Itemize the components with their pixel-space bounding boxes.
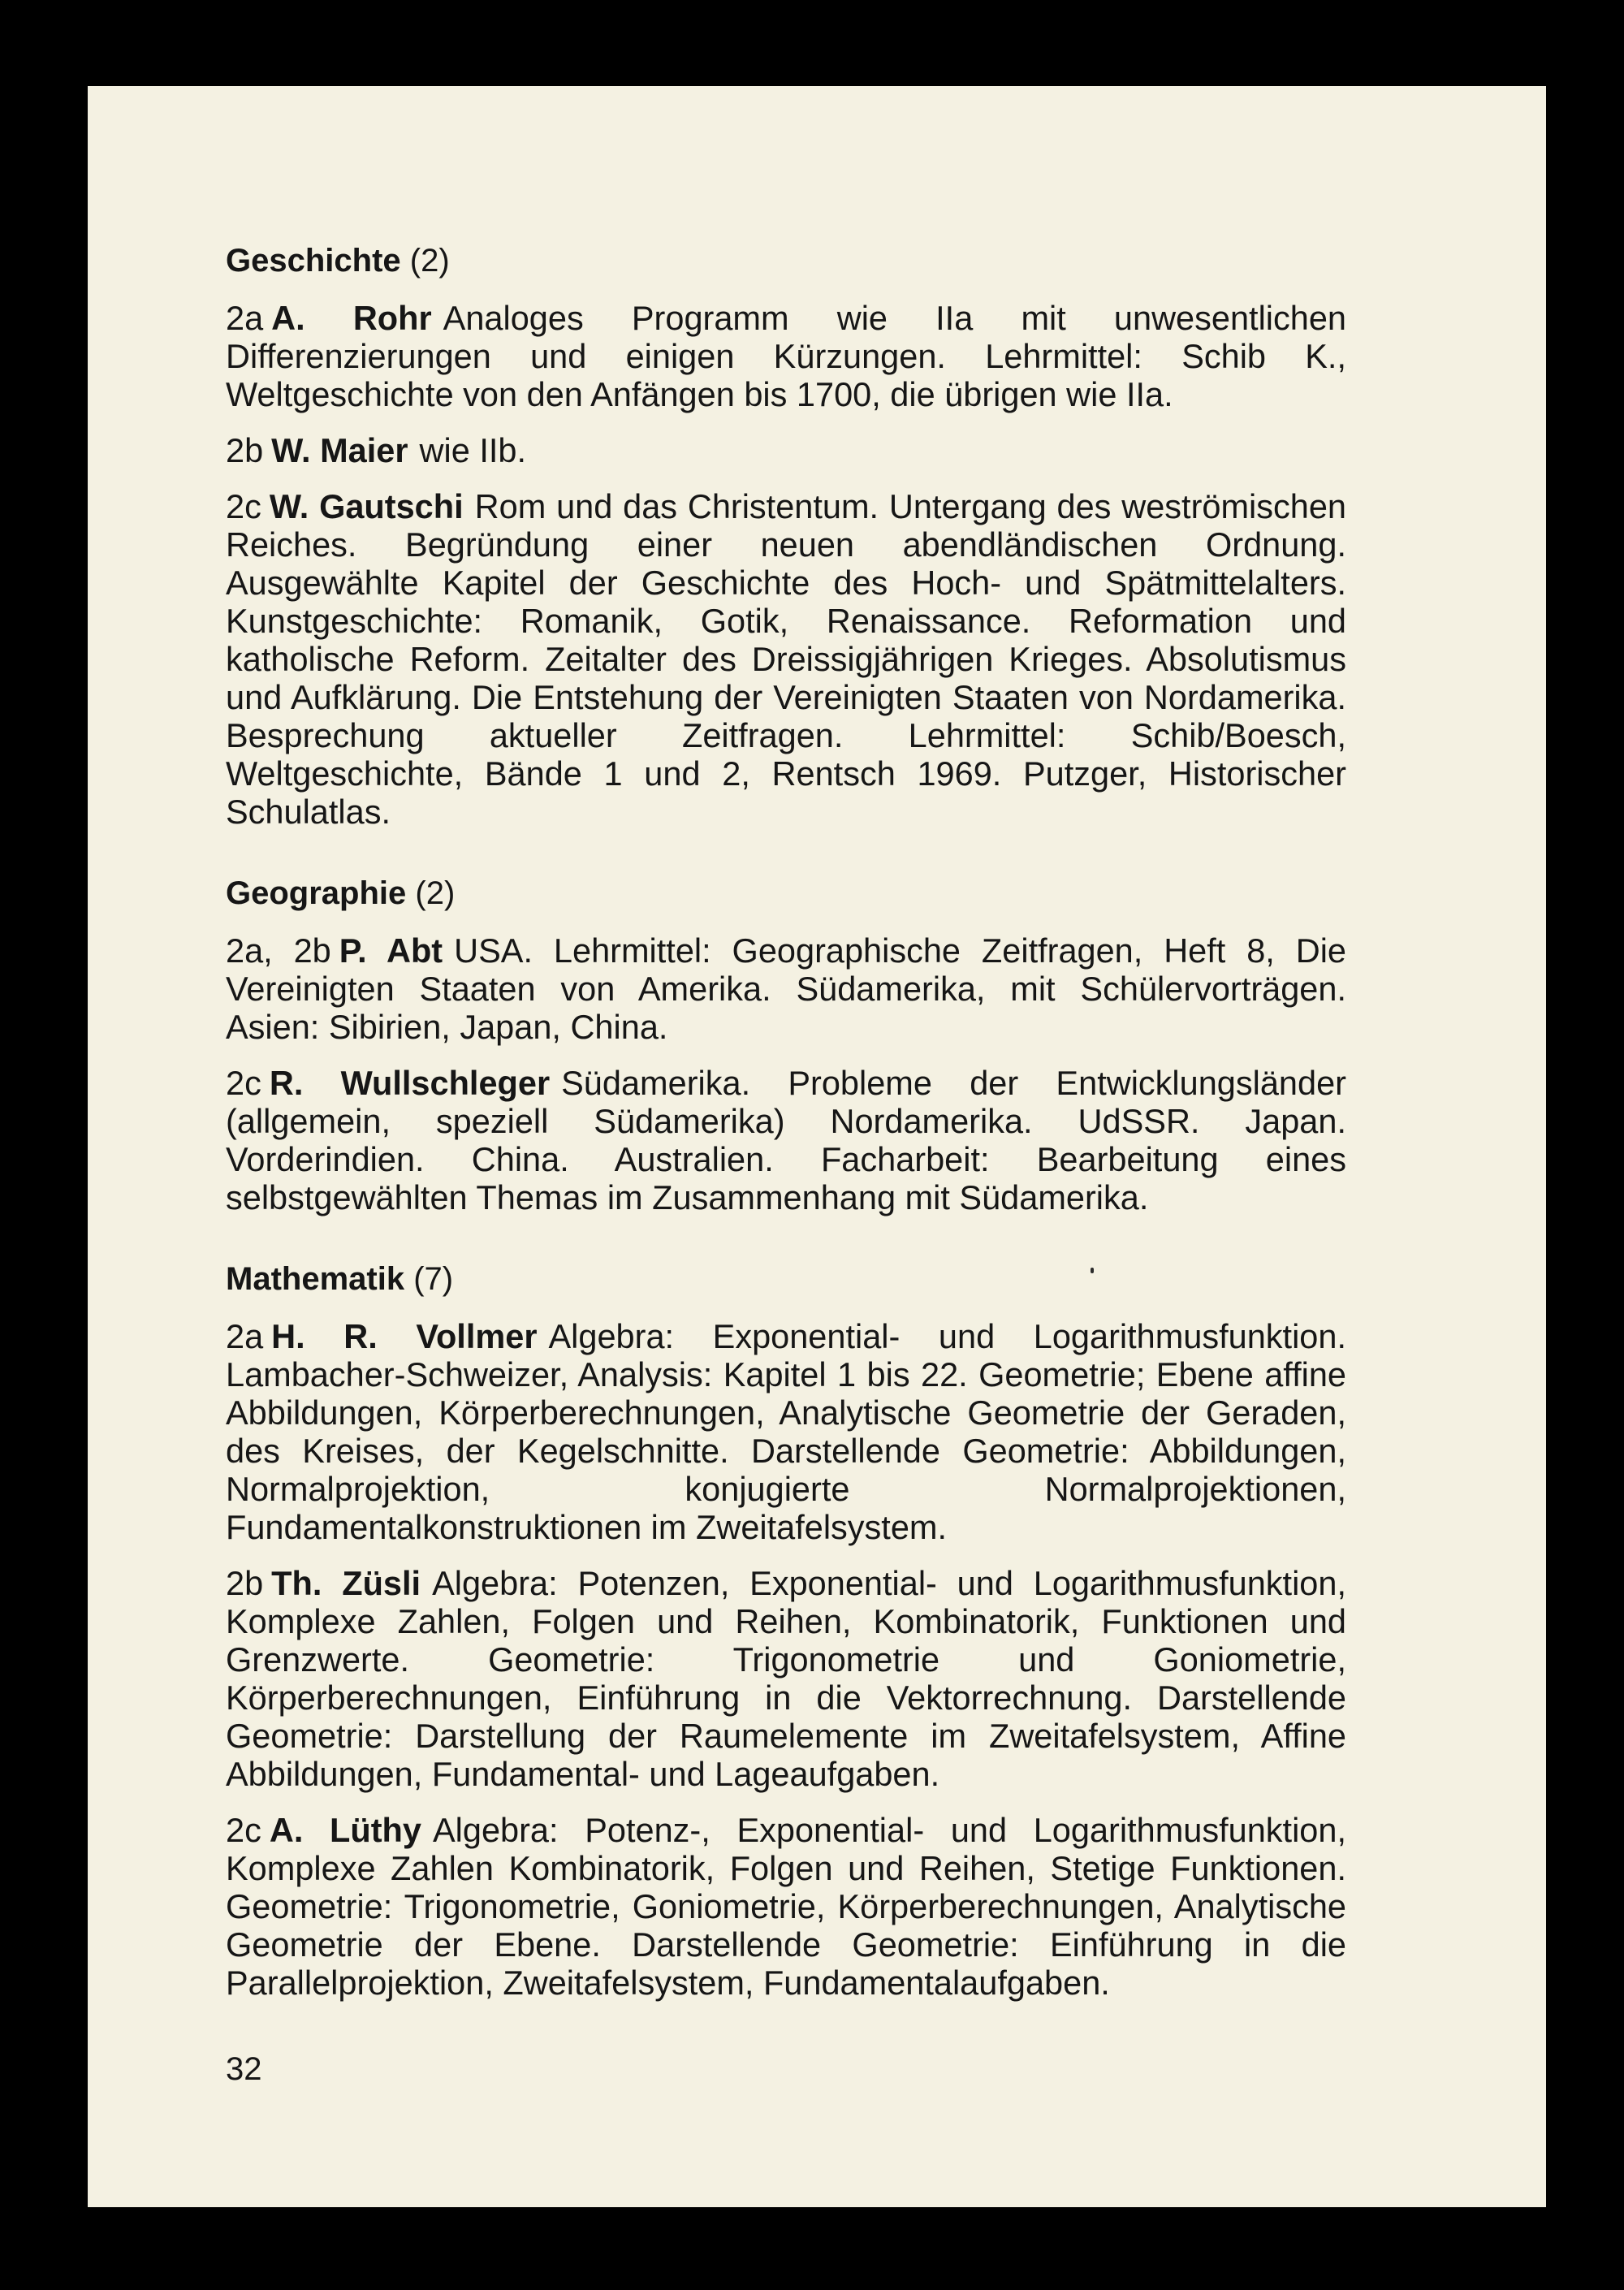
teacher-name: R. Wullschleger [269, 1064, 551, 1102]
course-entry [226, 487, 1346, 831]
class-label: 2a [226, 1317, 264, 1355]
section-title: Mathematik [226, 1261, 405, 1297]
section-count: (7) [413, 1261, 454, 1297]
paper-speck [1091, 1268, 1094, 1273]
section-mathematik [226, 1259, 1346, 2002]
course-entry [226, 1317, 1346, 1546]
course-description: Algebra: Potenzen, Exponential- und Logarithmusfunktion, Komplexe Zahlen, Folgen und Reihen, Kombinatorik, Funktionen und Grenzwerte. Geometrie: Trigonometrie und Goniometrie, Körperberechnungen, Einführung in die Vektorrechnung. Darstellende Geometrie: Darstellung der Raumelemente im Zweitafelsystem, Affine Abbildungen, Fundamental- und Lageaufgaben. [226, 1564, 1346, 1793]
class-label: 2b [226, 1564, 264, 1602]
teacher-name: A. Lüthy [269, 1811, 421, 1849]
class-label: 2c [226, 1811, 261, 1849]
section-title: Geschichte [226, 243, 401, 279]
class-label: 2a [226, 299, 264, 337]
section-geschichte [226, 240, 1346, 831]
teacher-name: P. Abt [339, 931, 443, 970]
course-entry [226, 1811, 1346, 2002]
class-label: 2b [226, 431, 264, 469]
course-description: Algebra: Exponential- und Logarithmusfunktion. Lambacher-Schweizer, Analysis: Kapitel 1 bis 22. Geometrie; Ebene affine Abbildungen, Körperberechnungen, Analytische Geometrie der Geraden, des Kreises, der Kegelschnitte. Darstellende Geometrie: Abbildungen, Normalprojektion, konjugierte Normalprojektionen, Fundamentalkonstruktionen im Zweitafelsystem. [226, 1317, 1347, 1546]
course-description: wie IIb. [419, 431, 527, 469]
page-content [226, 240, 1346, 2002]
section-count: (2) [409, 243, 450, 279]
teacher-name: W. Maier [271, 431, 408, 469]
class-label: 2c [226, 1064, 261, 1102]
teacher-name: A. Rohr [271, 299, 432, 337]
course-entry [226, 1064, 1346, 1216]
page-number: 32 [226, 2051, 262, 2087]
section-title: Geographie [226, 875, 407, 911]
teacher-name: Th. Züsli [271, 1564, 421, 1602]
class-label: 2a, 2b [226, 931, 331, 970]
course-description: USA. Lehrmittel: Geographische Zeitfragen, Heft 8, Die Vereinigten Staaten von Amerika. Südamerika, mit Schülervorträgen. Asien: Sibirien, Japan, China. [226, 931, 1346, 1046]
teacher-name: H. R. Vollmer [271, 1317, 538, 1355]
section-heading [226, 873, 1346, 914]
course-description: Südamerika. Probleme der Entwicklungsländer (allgemein, speziell Südamerika) Nordamerika. UdSSR. Japan. Vorderindien. China. Australien. Facharbeit: Bearbeitung eines selbstgewählten Themas im Zusammenhang mit Südamerika. [226, 1064, 1346, 1216]
course-description: Analoges Programm wie IIa mit unwesentlichen Differenzierungen und einigen Kürzungen. Lehrmittel: Schib K., Weltgeschichte von den Anfängen bis 1700, die übrigen wie IIa. [226, 299, 1346, 413]
course-entry [226, 931, 1346, 1046]
section-geographie [226, 873, 1346, 1216]
teacher-name: W. Gautschi [269, 487, 464, 525]
document-page [88, 86, 1546, 2207]
course-entry [226, 299, 1346, 413]
course-entry [226, 1564, 1346, 1793]
course-entry [226, 431, 1346, 469]
section-count: (2) [415, 875, 456, 911]
section-heading [226, 240, 1346, 281]
course-description: Algebra: Potenz-, Exponential- und Logarithmusfunktion, Komplexe Zahlen Kombinatorik, Folgen und Reihen, Stetige Funktionen. Geometrie: Trigonometrie, Goniometrie, Körperberechnungen, Analytische Geometrie der Ebene. Darstellende Geometrie: Einführung in die Parallelprojektion, Zweitafelsystem, Fundamentalaufgaben. [226, 1811, 1346, 2002]
course-description: Rom und das Christentum. Untergang des weströmischen Reiches. Begründung einer neuen abendländischen Ordnung. Ausgewählte Kapitel der Geschichte des Hoch- und Spätmittelalters. Kunstgeschichte: Romanik, Gotik, Renaissance. Reformation und katholische Reform. Zeitalter des Dreissigjährigen Krieges. Absolutismus und Aufklärung. Die Entstehung der Vereinigten Staaten von Nordamerika. Besprechung aktueller Zeitfragen. Lehrmittel: Schib/Boesch, Weltgeschichte, Bände 1 und 2, Rentsch 1969. Putzger, Historischer Schulatlas. [226, 487, 1346, 831]
class-label: 2c [226, 487, 261, 525]
section-heading [226, 1259, 1346, 1299]
